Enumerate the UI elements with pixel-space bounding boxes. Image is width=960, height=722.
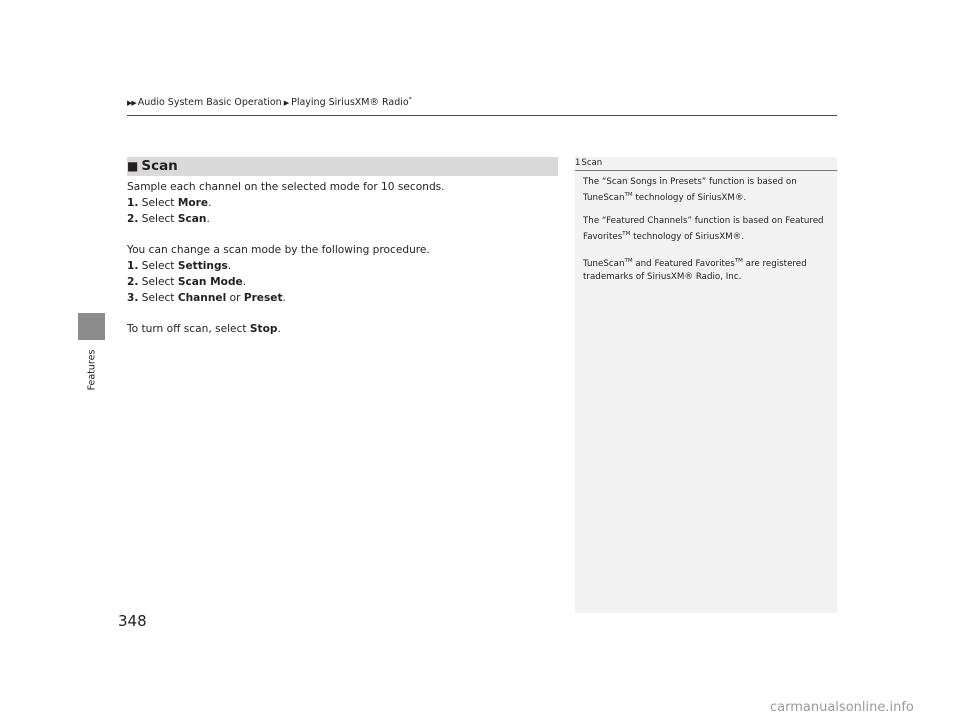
header-rule <box>127 115 837 116</box>
change-intro-text: You can change a scan mode by the following procedure. <box>127 244 430 257</box>
note-number: 1 <box>575 158 581 168</box>
turn-off-text: To turn off scan, select Stop. <box>127 323 281 336</box>
step-item: 1. Select More. <box>127 196 212 209</box>
section-heading <box>127 157 178 176</box>
section-label: Features <box>86 349 98 391</box>
note-paragraph: TuneScan™ and Featured Favorites™ are registered trademarks of SiriusXM® Radio, Inc. <box>583 257 807 282</box>
note-paragraph: The “Featured Channels” function is based on Featured Favorites™ technology of SiriusXM®. <box>583 216 824 243</box>
step-item: 3. Select Channel or Preset. <box>127 291 286 304</box>
section-heading-text: Scan <box>141 158 178 174</box>
page-number: 348 <box>118 612 147 630</box>
note-title <box>575 158 602 168</box>
note-paragraph: The “Scan Songs in Presets” function is based on TuneScan™ technology of SiriusXM®. <box>583 177 797 203</box>
heading-bar <box>127 157 558 176</box>
breadcrumb-section[interactable]: Audio System Basic Operation <box>137 97 282 109</box>
breadcrumb-subsection[interactable]: Playing SiriusXM® Radio <box>291 97 409 109</box>
note-body <box>583 176 831 294</box>
note-title-text: Scan <box>581 158 603 168</box>
main-body <box>127 180 557 338</box>
step-item: 2. Select Scan Mode. <box>127 275 247 288</box>
watermark: carmanualsonline.info <box>770 700 914 715</box>
breadcrumb-arrow-icon: ▶ <box>283 99 290 108</box>
footnote-mark: * <box>408 96 412 103</box>
breadcrumb-arrow-icon: ▶▶ <box>127 99 136 108</box>
intro-text: Sample each channel on the selected mode for 10 seconds. <box>127 181 445 193</box>
square-bullet-icon: ■ <box>127 159 139 173</box>
breadcrumb <box>127 96 412 108</box>
note-rule <box>575 170 837 171</box>
section-tab <box>78 313 105 340</box>
step-item: 1. Select Settings. <box>127 259 232 272</box>
step-item: 2. Select Scan. <box>127 212 210 225</box>
